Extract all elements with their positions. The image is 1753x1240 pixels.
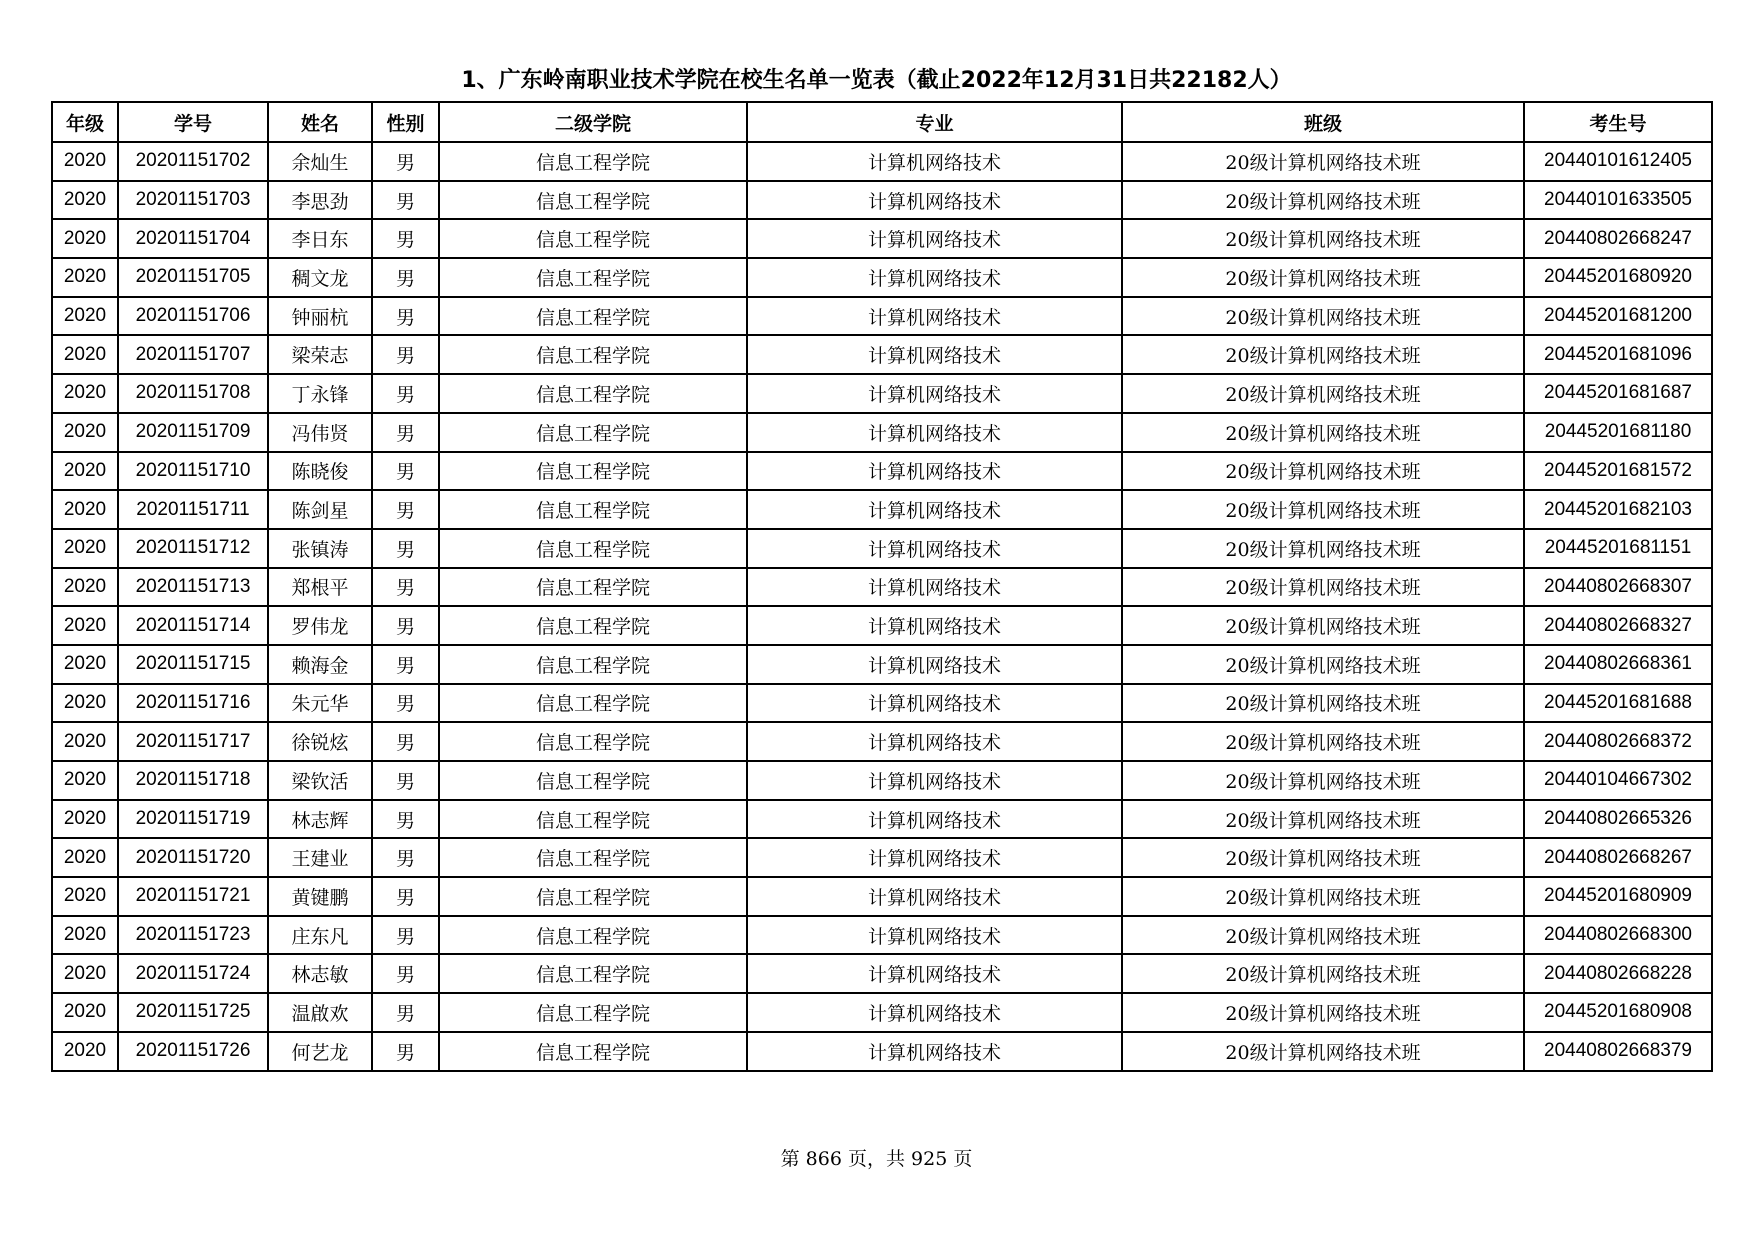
exam-number-cell: 20445201681687 (1524, 374, 1712, 413)
name-cell: 张镇涛 (268, 529, 372, 568)
table-row (52, 529, 1712, 568)
college-cell: 信息工程学院 (439, 606, 747, 645)
gender-cell: 男 (372, 181, 439, 220)
gender-cell: 男 (372, 645, 439, 684)
student-id-cell: 20201151723 (118, 916, 268, 955)
college-cell: 信息工程学院 (439, 490, 747, 529)
class-cell: 20级计算机网络技术班 (1122, 297, 1524, 336)
gender-cell: 男 (372, 258, 439, 297)
college-cell: 信息工程学院 (439, 297, 747, 336)
name-cell: 徐锐炫 (268, 722, 372, 761)
header-name: 姓名 (268, 102, 372, 142)
name-cell: 丁永锋 (268, 374, 372, 413)
grade-cell: 2020 (52, 722, 118, 761)
exam-number-cell: 20440802665326 (1524, 800, 1712, 839)
name-cell: 陈晓俊 (268, 452, 372, 491)
exam-number-cell: 20440802668307 (1524, 568, 1712, 607)
table-row (52, 606, 1712, 645)
student-id-cell: 20201151704 (118, 219, 268, 258)
grade-cell: 2020 (52, 838, 118, 877)
grade-cell: 2020 (52, 877, 118, 916)
table-row (52, 219, 1712, 258)
gender-cell: 男 (372, 490, 439, 529)
major-cell: 计算机网络技术 (747, 954, 1122, 993)
gender-cell: 男 (372, 684, 439, 723)
name-cell: 冯伟贤 (268, 413, 372, 452)
gender-cell: 男 (372, 374, 439, 413)
major-cell: 计算机网络技术 (747, 722, 1122, 761)
student-id-cell: 20201151726 (118, 1032, 268, 1071)
table-row (52, 335, 1712, 374)
exam-number-cell: 20445201681200 (1524, 297, 1712, 336)
class-cell: 20级计算机网络技术班 (1122, 181, 1524, 220)
college-cell: 信息工程学院 (439, 954, 747, 993)
major-cell: 计算机网络技术 (747, 606, 1122, 645)
table-row (52, 452, 1712, 491)
grade-cell: 2020 (52, 142, 118, 181)
major-cell: 计算机网络技术 (747, 916, 1122, 955)
college-cell: 信息工程学院 (439, 684, 747, 723)
class-cell: 20级计算机网络技术班 (1122, 916, 1524, 955)
student-id-cell: 20201151708 (118, 374, 268, 413)
table-row (52, 877, 1712, 916)
header-major: 专业 (747, 102, 1122, 142)
major-cell: 计算机网络技术 (747, 335, 1122, 374)
name-cell: 罗伟龙 (268, 606, 372, 645)
grade-cell: 2020 (52, 413, 118, 452)
grade-cell: 2020 (52, 645, 118, 684)
name-cell: 朱元华 (268, 684, 372, 723)
student-id-cell: 20201151703 (118, 181, 268, 220)
name-cell: 梁钦活 (268, 761, 372, 800)
exam-number-cell: 20440802668327 (1524, 606, 1712, 645)
college-cell: 信息工程学院 (439, 374, 747, 413)
table-row (52, 374, 1712, 413)
exam-number-cell: 20440101612405 (1524, 142, 1712, 181)
student-id-cell: 20201151716 (118, 684, 268, 723)
exam-number-cell: 20440802668267 (1524, 838, 1712, 877)
gender-cell: 男 (372, 954, 439, 993)
major-cell: 计算机网络技术 (747, 684, 1122, 723)
grade-cell: 2020 (52, 490, 118, 529)
exam-number-cell: 20445201680908 (1524, 993, 1712, 1032)
gender-cell: 男 (372, 452, 439, 491)
exam-number-cell: 20445201680909 (1524, 877, 1712, 916)
grade-cell: 2020 (52, 761, 118, 800)
class-cell: 20级计算机网络技术班 (1122, 954, 1524, 993)
exam-number-cell: 20445201680920 (1524, 258, 1712, 297)
table-body (52, 142, 1712, 1071)
table-row (52, 490, 1712, 529)
major-cell: 计算机网络技术 (747, 181, 1122, 220)
exam-number-cell: 20445201681180 (1524, 413, 1712, 452)
table-row (52, 181, 1712, 220)
page-title: 1、广东岭南职业技术学院在校生名单一览表（截止2022年12月31日共22182人） (461, 68, 1292, 93)
college-cell: 信息工程学院 (439, 877, 747, 916)
major-cell: 计算机网络技术 (747, 568, 1122, 607)
name-cell: 钟丽杭 (268, 297, 372, 336)
exam-number-cell: 20440802668361 (1524, 645, 1712, 684)
major-cell: 计算机网络技术 (747, 219, 1122, 258)
major-cell: 计算机网络技术 (747, 142, 1122, 181)
gender-cell: 男 (372, 761, 439, 800)
major-cell: 计算机网络技术 (747, 800, 1122, 839)
header-class: 班级 (1122, 102, 1524, 142)
table-row (52, 568, 1712, 607)
name-cell: 郑根平 (268, 568, 372, 607)
grade-cell: 2020 (52, 181, 118, 220)
class-cell: 20级计算机网络技术班 (1122, 142, 1524, 181)
gender-cell: 男 (372, 993, 439, 1032)
name-cell: 李思劲 (268, 181, 372, 220)
table-row (52, 916, 1712, 955)
college-cell: 信息工程学院 (439, 722, 747, 761)
gender-cell: 男 (372, 606, 439, 645)
exam-number-cell: 20445201681688 (1524, 684, 1712, 723)
grade-cell: 2020 (52, 219, 118, 258)
table-row (52, 1032, 1712, 1071)
table-row (52, 993, 1712, 1032)
table-row (52, 761, 1712, 800)
student-id-cell: 20201151720 (118, 838, 268, 877)
student-id-cell: 20201151702 (118, 142, 268, 181)
grade-cell: 2020 (52, 452, 118, 491)
class-cell: 20级计算机网络技术班 (1122, 877, 1524, 916)
class-cell: 20级计算机网络技术班 (1122, 838, 1524, 877)
gender-cell: 男 (372, 297, 439, 336)
college-cell: 信息工程学院 (439, 219, 747, 258)
table-row (52, 800, 1712, 839)
student-id-cell: 20201151714 (118, 606, 268, 645)
grade-cell: 2020 (52, 684, 118, 723)
name-cell: 王建业 (268, 838, 372, 877)
class-cell: 20级计算机网络技术班 (1122, 1032, 1524, 1071)
college-cell: 信息工程学院 (439, 761, 747, 800)
college-cell: 信息工程学院 (439, 838, 747, 877)
student-id-cell: 20201151717 (118, 722, 268, 761)
table-row (52, 645, 1712, 684)
student-id-cell: 20201151705 (118, 258, 268, 297)
grade-cell: 2020 (52, 800, 118, 839)
header-exam-number: 考生号 (1524, 102, 1712, 142)
grade-cell: 2020 (52, 1032, 118, 1071)
major-cell: 计算机网络技术 (747, 529, 1122, 568)
name-cell: 黄键鹏 (268, 877, 372, 916)
class-cell: 20级计算机网络技术班 (1122, 606, 1524, 645)
college-cell: 信息工程学院 (439, 452, 747, 491)
student-id-cell: 20201151719 (118, 800, 268, 839)
class-cell: 20级计算机网络技术班 (1122, 490, 1524, 529)
major-cell: 计算机网络技术 (747, 374, 1122, 413)
college-cell: 信息工程学院 (439, 142, 747, 181)
gender-cell: 男 (372, 142, 439, 181)
grade-cell: 2020 (52, 297, 118, 336)
exam-number-cell: 20440104667302 (1524, 761, 1712, 800)
header-grade: 年级 (52, 102, 118, 142)
table-row (52, 258, 1712, 297)
header-college: 二级学院 (439, 102, 747, 142)
class-cell: 20级计算机网络技术班 (1122, 800, 1524, 839)
student-id-cell: 20201151724 (118, 954, 268, 993)
college-cell: 信息工程学院 (439, 1032, 747, 1071)
class-cell: 20级计算机网络技术班 (1122, 568, 1524, 607)
college-cell: 信息工程学院 (439, 645, 747, 684)
grade-cell: 2020 (52, 335, 118, 374)
college-cell: 信息工程学院 (439, 335, 747, 374)
class-cell: 20级计算机网络技术班 (1122, 335, 1524, 374)
college-cell: 信息工程学院 (439, 181, 747, 220)
student-id-cell: 20201151711 (118, 490, 268, 529)
student-id-cell: 20201151710 (118, 452, 268, 491)
grade-cell: 2020 (52, 258, 118, 297)
name-cell: 庄东凡 (268, 916, 372, 955)
name-cell: 林志敏 (268, 954, 372, 993)
table-row (52, 954, 1712, 993)
college-cell: 信息工程学院 (439, 568, 747, 607)
name-cell: 李日东 (268, 219, 372, 258)
major-cell: 计算机网络技术 (747, 877, 1122, 916)
exam-number-cell: 20440802668228 (1524, 954, 1712, 993)
major-cell: 计算机网络技术 (747, 490, 1122, 529)
gender-cell: 男 (372, 800, 439, 839)
exam-number-cell: 20440802668247 (1524, 219, 1712, 258)
grade-cell: 2020 (52, 993, 118, 1032)
college-cell: 信息工程学院 (439, 529, 747, 568)
table-row (52, 684, 1712, 723)
name-cell: 赖海金 (268, 645, 372, 684)
table-row (52, 142, 1712, 181)
class-cell: 20级计算机网络技术班 (1122, 722, 1524, 761)
name-cell: 梁荣志 (268, 335, 372, 374)
class-cell: 20级计算机网络技术班 (1122, 219, 1524, 258)
college-cell: 信息工程学院 (439, 413, 747, 452)
student-roster-table (51, 101, 1713, 1072)
name-cell: 温啟欢 (268, 993, 372, 1032)
header-gender: 性别 (372, 102, 439, 142)
gender-cell: 男 (372, 413, 439, 452)
grade-cell: 2020 (52, 568, 118, 607)
table-row (52, 722, 1712, 761)
gender-cell: 男 (372, 335, 439, 374)
page-number-footer: 第 866 页，共 925 页 (780, 1148, 973, 1170)
exam-number-cell: 20445201681151 (1524, 529, 1712, 568)
college-cell: 信息工程学院 (439, 800, 747, 839)
gender-cell: 男 (372, 877, 439, 916)
exam-number-cell: 20440802668372 (1524, 722, 1712, 761)
name-cell: 林志辉 (268, 800, 372, 839)
grade-cell: 2020 (52, 529, 118, 568)
student-id-cell: 20201151709 (118, 413, 268, 452)
student-id-cell: 20201151712 (118, 529, 268, 568)
grade-cell: 2020 (52, 954, 118, 993)
major-cell: 计算机网络技术 (747, 258, 1122, 297)
name-cell: 余灿生 (268, 142, 372, 181)
name-cell: 稠文龙 (268, 258, 372, 297)
college-cell: 信息工程学院 (439, 916, 747, 955)
grade-cell: 2020 (52, 374, 118, 413)
gender-cell: 男 (372, 916, 439, 955)
grade-cell: 2020 (52, 916, 118, 955)
name-cell: 何艺龙 (268, 1032, 372, 1071)
exam-number-cell: 20440802668379 (1524, 1032, 1712, 1071)
class-cell: 20级计算机网络技术班 (1122, 374, 1524, 413)
class-cell: 20级计算机网络技术班 (1122, 258, 1524, 297)
student-id-cell: 20201151725 (118, 993, 268, 1032)
student-id-cell: 20201151706 (118, 297, 268, 336)
student-id-cell: 20201151715 (118, 645, 268, 684)
class-cell: 20级计算机网络技术班 (1122, 993, 1524, 1032)
exam-number-cell: 20445201681572 (1524, 452, 1712, 491)
class-cell: 20级计算机网络技术班 (1122, 761, 1524, 800)
major-cell: 计算机网络技术 (747, 1032, 1122, 1071)
table-row (52, 413, 1712, 452)
major-cell: 计算机网络技术 (747, 297, 1122, 336)
major-cell: 计算机网络技术 (747, 452, 1122, 491)
class-cell: 20级计算机网络技术班 (1122, 645, 1524, 684)
major-cell: 计算机网络技术 (747, 993, 1122, 1032)
major-cell: 计算机网络技术 (747, 761, 1122, 800)
major-cell: 计算机网络技术 (747, 413, 1122, 452)
table-header-row (52, 102, 1712, 142)
student-id-cell: 20201151718 (118, 761, 268, 800)
exam-number-cell: 20445201681096 (1524, 335, 1712, 374)
gender-cell: 男 (372, 1032, 439, 1071)
gender-cell: 男 (372, 219, 439, 258)
class-cell: 20级计算机网络技术班 (1122, 452, 1524, 491)
college-cell: 信息工程学院 (439, 993, 747, 1032)
name-cell: 陈剑星 (268, 490, 372, 529)
table-row (52, 838, 1712, 877)
major-cell: 计算机网络技术 (747, 645, 1122, 684)
gender-cell: 男 (372, 722, 439, 761)
exam-number-cell: 20440101633505 (1524, 181, 1712, 220)
table-row (52, 297, 1712, 336)
gender-cell: 男 (372, 529, 439, 568)
header-student-id: 学号 (118, 102, 268, 142)
grade-cell: 2020 (52, 606, 118, 645)
gender-cell: 男 (372, 568, 439, 607)
student-id-cell: 20201151713 (118, 568, 268, 607)
college-cell: 信息工程学院 (439, 258, 747, 297)
class-cell: 20级计算机网络技术班 (1122, 684, 1524, 723)
exam-number-cell: 20440802668300 (1524, 916, 1712, 955)
gender-cell: 男 (372, 838, 439, 877)
class-cell: 20级计算机网络技术班 (1122, 413, 1524, 452)
exam-number-cell: 20445201682103 (1524, 490, 1712, 529)
major-cell: 计算机网络技术 (747, 838, 1122, 877)
class-cell: 20级计算机网络技术班 (1122, 529, 1524, 568)
student-id-cell: 20201151721 (118, 877, 268, 916)
student-id-cell: 20201151707 (118, 335, 268, 374)
